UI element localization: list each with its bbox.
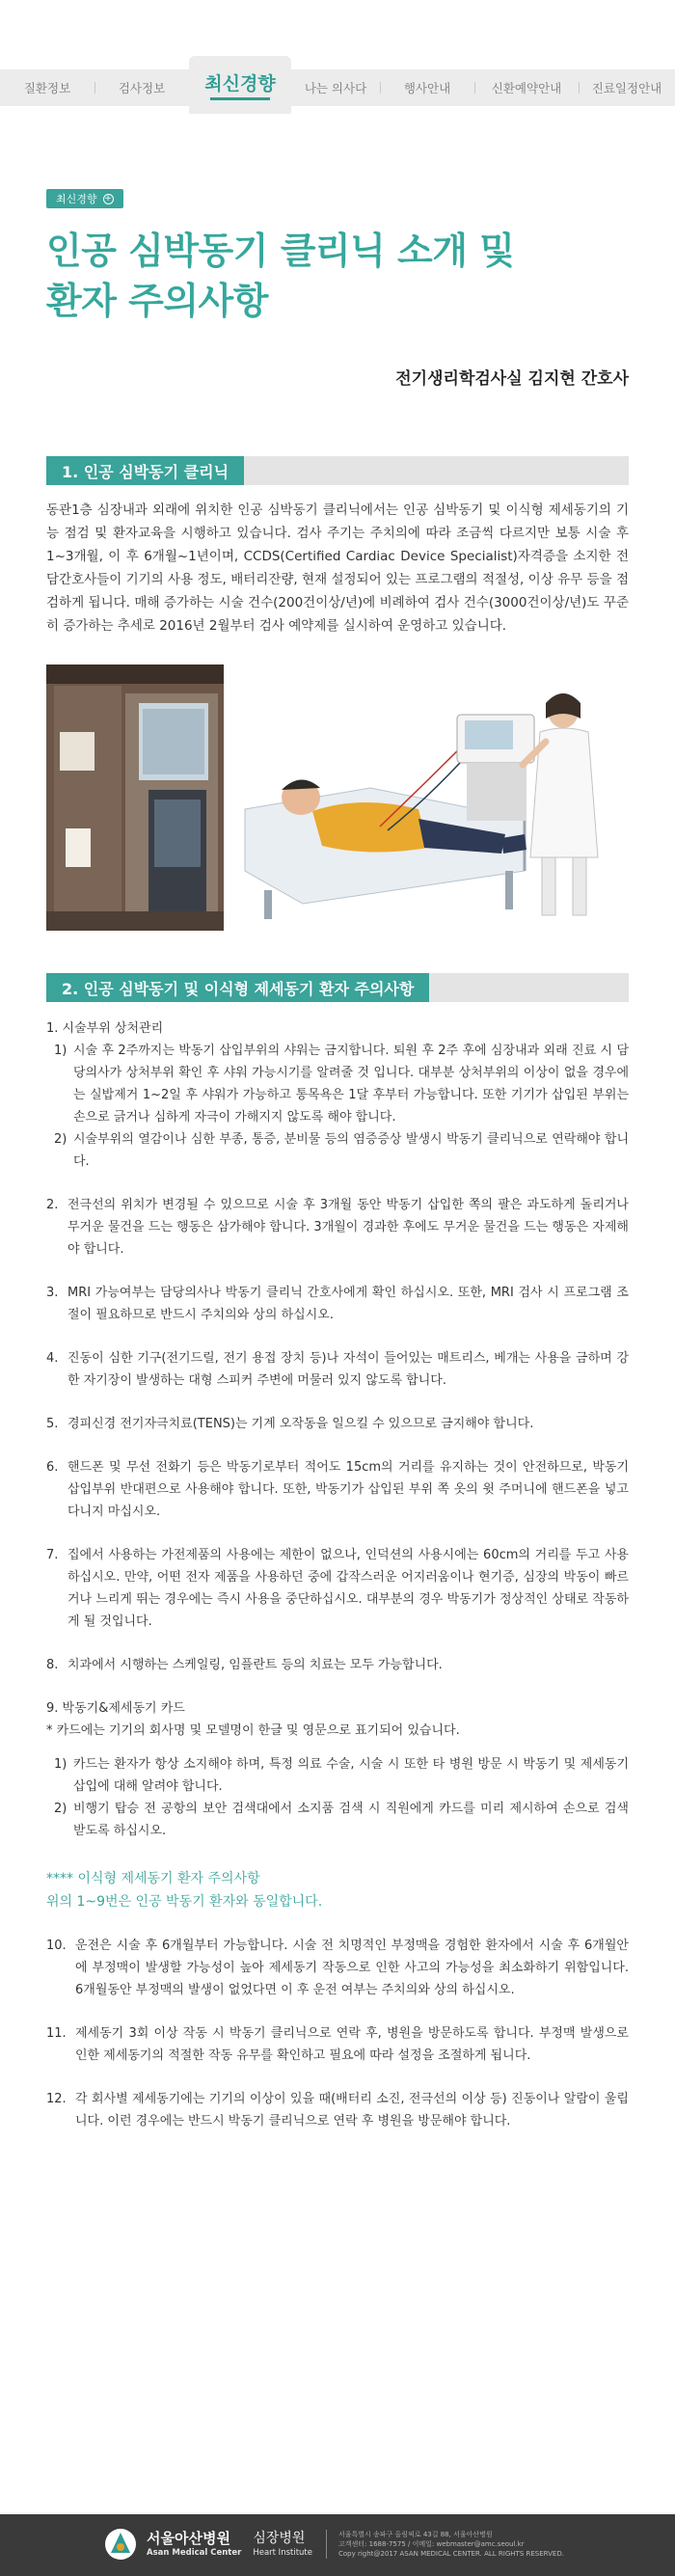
nav-bar — [0, 69, 675, 106]
section-1-title: 1. 인공 심박동기 클리닉 — [46, 456, 244, 485]
item-2 — [46, 1194, 629, 1261]
hospital-name — [147, 2530, 241, 2559]
item-text: 각 회사별 제세동기에는 기기의 이상이 있을 때(배터리 소진, 전극선의 이상 등) 진동이나 알람이 울립니다. 이런 경우에는 반드시 박동기 클리닉으로 연락 후 병원을 방문해야 합니다. — [75, 2092, 629, 2129]
hospital-name-en: Asan Medical Center — [147, 2548, 242, 2558]
nav-item-latest-trend-active[interactable] — [189, 56, 291, 114]
item-3 — [46, 1282, 629, 1326]
nurse-patient-illustration — [235, 664, 629, 931]
item-number: 11. — [46, 2026, 67, 2041]
section-2-title: 2. 인공 심박동기 및 이식형 제세동기 환자 주의사항 — [46, 973, 429, 1002]
item-number: 10. — [46, 1939, 67, 1953]
nav-item-events[interactable] — [380, 69, 474, 106]
item-text: 집에서 사용하는 가전제품의 사용에는 제한이 없으나, 인덕션의 사용시에는 60cm의 거리를 두고 사용 하십시오. 만약, 어떤 전자 제품을 사용하던 중에 갑작스러운 어지러움이나 현기증, 심장의 박동이 빠르거나 느리게 뛰는 경우에는 즉시 사용을 중단하십시오. 대부분의 경우 박동기가 정상적인 상태로 작동하게 될 것입니다. — [68, 1548, 629, 1629]
icd-caution-heading — [46, 1867, 629, 1913]
nav-label: 진료일정안내 — [591, 81, 662, 95]
nav-item-test-info[interactable] — [94, 69, 189, 106]
item-number: 1) — [54, 1757, 68, 1772]
nav-label: 질환정보 — [23, 81, 71, 95]
author: 전기생리학검사실 김지현 간호사 — [395, 369, 629, 389]
item-number: 2) — [54, 1132, 68, 1147]
item-text: 시술 후 2주까지는 박동기 삽입부위의 샤워는 금지합니다. 퇴원 후 2주 후에 심장내과 외래 진료 시 담당의사가 상처부위 확인 후 샤워 가능시기를 알려줄 것 입니다. 대부분 상처부위의 이상이 없을 경우에는 실밥제거 1~2일 후 샤워가 가능하고 통목욕은 1달 후부터 가능합니다. 또한 기기가 삽입된 부위는 손으로 긁거나 심하게 자극이 가해지지 않도록 해야 합니다. — [73, 1044, 629, 1125]
clinic-entrance-photo — [46, 664, 224, 931]
footer-address-block — [338, 2530, 564, 2559]
hospital-name-kr: 서울아산병원 — [147, 2530, 230, 2547]
institute-name-kr: 심장병원 — [253, 2531, 306, 2546]
item-9-sub-1 — [46, 1753, 629, 1798]
item-text: MRI 가능여부는 담당의사나 박동기 클리닉 간호사에게 확인 하십시오. 또한, MRI 검사 시 프로그램 조절이 필요하므로 반드시 주치의와 상의 하십시오. — [68, 1286, 629, 1322]
category-tag[interactable] — [46, 189, 123, 208]
photo-row — [46, 664, 629, 931]
article — [0, 114, 675, 2132]
nav-item-i-am-doctor[interactable] — [291, 69, 380, 106]
section-1-header — [46, 456, 629, 485]
section-1-text: 동관1층 심장내과 외래에 위치한 인공 심박동기 클리닉에서는 인공 심박동기 및 이식형 제세동기의 기능 점검 및 환자교육을 시행하고 있습니다. 검사 주기는 주치의에 따라 조금씩 다르지만 보통 시술 후 1~3개월, 이 후 6개월~1년이며, CCDS(Certified Cardiac Device Specialist)자격증을 소지한 전담간호사들이 기기의 사용 정도, 배터리잔량, 현재 설정되어 있는 프로그램의 적절성, 이상 유무 등을 점검하게 됩니다. 매해 증가하는 시술 건수(200건이상/년)에 비례하여 검사 건수(3000건이상/년)도 꾸준히 증가하는 추세로 2016년 2월부터 검사 예약제를 실시하여 운영하고 있습니다. — [46, 502, 629, 634]
institute-name — [253, 2530, 312, 2559]
item-text: 카드는 환자가 항상 소지해야 하며, 특정 의료 수술, 시술 시 또한 타 병원 방문 시 박동기 및 제세동기 삽입에 대해 알려야 합니다. — [73, 1757, 629, 1794]
footer-contact[interactable]: 고객센터: 1688-7575 / 이메일: webmaster@amc.seoul.kr — [338, 2540, 525, 2548]
item-number: 2) — [54, 1802, 68, 1816]
item-1-sub-1 — [46, 1040, 629, 1128]
nav-label: 나는 의사다 — [304, 81, 367, 95]
item-5 — [46, 1413, 629, 1435]
asan-logo-icon — [104, 2528, 137, 2561]
item-6 — [46, 1456, 629, 1523]
item-text: 운전은 시술 후 6개월부터 가능합니다. 시술 전 치명적인 부정맥을 경험한 환자에서 시술 후 6개월안에 부정맥이 발생할 가능성이 높아 제세동기 작동으로 인한 사고의 가능성을 최소화하기 위함입니다. 6개월동안 부정맥의 발생이 없었다면 이 후 운전 여부는 주치의와 상의 하십시오. — [75, 1939, 629, 1997]
icd-heading-line-1: **** 이식형 제세동기 환자 주의사항 — [46, 1871, 260, 1886]
section-2-header — [46, 973, 629, 1002]
footer-content — [104, 2528, 564, 2561]
item-11 — [46, 2022, 629, 2067]
item-text: 핸드폰 및 무선 전화기 등은 박동기로부터 적어도 15cm의 거리를 유지하는 것이 안전하므로, 박동기 삽입부위 반대편으로 사용해야 합니다. 또한, 박동기가 삽입된 부위 쪽 옷의 윗 주머니에 핸드폰을 넣고 다니지 마십시오. — [68, 1460, 629, 1519]
footer-address: 서울특별시 송파구 올림픽로 43길 88, 서울아산병원 — [338, 2531, 493, 2538]
item-text: 전극선의 위치가 변경될 수 있으므로 시술 후 3개월 동안 박동기 삽입한 쪽의 팔은 과도하게 돌리거나 무거운 물건을 드는 행동은 삼가해야 합니다. 3개월이 경과한 후에도 무거운 물건을 드는 행동은 자제해야 합니다. — [68, 1198, 629, 1257]
page-title — [46, 226, 629, 326]
item-4 — [46, 1347, 629, 1392]
item-number: 12. — [46, 2092, 67, 2106]
nav-item-disease-info[interactable] — [0, 69, 94, 106]
item-number: 7. — [46, 1548, 59, 1562]
item-text: 진동이 심한 기구(전기드릴, 전기 용접 장치 등)나 자석이 들어있는 매트리스, 베개는 사용을 금하며 강한 자기장이 발생하는 대형 스피커 주변에 머물러 있지 않도록 합니다. — [68, 1351, 629, 1388]
nav-active-label: 최신경향 — [204, 73, 276, 95]
item-1-sub-2 — [46, 1128, 629, 1173]
icd-heading-line-2: 위의 1~9번은 인공 박동기 환자와 동일합니다. — [46, 1894, 323, 1910]
item-number: 1) — [54, 1044, 68, 1058]
item-12 — [46, 2088, 629, 2132]
title-line-2: 환자 주의사항 — [46, 280, 268, 322]
item-number: 5. — [46, 1417, 59, 1431]
footer-copyright: Copy right@2017 ASAN MEDICAL CENTER. ALL RIGHTS RESERVED. — [338, 2550, 564, 2558]
footer — [0, 2514, 675, 2576]
item-number: 8. — [46, 1658, 59, 1672]
item-9-heading: 9. 박동기&제세동기 카드 — [46, 1701, 185, 1716]
institute-name-en: Heart Institute — [253, 2548, 312, 2558]
title-line-1: 인공 심박동기 클리닉 소개 및 — [46, 230, 515, 272]
item-9-sub-2 — [46, 1798, 629, 1842]
clinic-entrance-illustration — [46, 664, 224, 931]
caution-list — [46, 1017, 629, 2132]
item-10 — [46, 1935, 629, 2001]
footer-divider — [326, 2530, 327, 2559]
item-text: 제세동기 3회 이상 작동 시 박동기 클리닉으로 연락 후, 병원을 방문하도록 합니다. 부정맥 발생으로 인한 제세동기의 적절한 작동 유무를 확인하고 필요에 따라 설정을 조절하게 됩니다. — [75, 2026, 629, 2063]
item-number: 6. — [46, 1460, 59, 1475]
item-9-note: * 카드에는 기기의 회사명 및 모델명이 한글 및 영문으로 표기되어 있습니다. — [46, 1723, 460, 1738]
item-text: 치과에서 시행하는 스케일링, 임플란트 등의 치료는 모두 가능합니다. — [68, 1658, 443, 1672]
item-8 — [46, 1654, 629, 1676]
plus-icon: + — [104, 193, 112, 203]
item-text: 비행기 탑승 전 공항의 보안 검색대에서 소지품 검색 시 직원에게 카드를 미리 제시하여 손으로 검색 받도록 하십시오. — [73, 1802, 629, 1838]
item-number: 4. — [46, 1351, 59, 1366]
nav-label: 행사안내 — [403, 81, 451, 95]
top-navigation — [0, 0, 675, 114]
nav-label: 신환예약안내 — [491, 81, 562, 95]
item-1-heading: 1. 시술부위 상처관리 — [46, 1021, 164, 1036]
item-number: 3. — [46, 1286, 59, 1300]
nav-label: 검사정보 — [118, 81, 166, 95]
nav-item-new-patient-reservation[interactable] — [474, 69, 579, 106]
item-number: 2. — [46, 1198, 59, 1212]
item-7 — [46, 1544, 629, 1633]
device-check-illustration — [235, 664, 629, 931]
item-text: 경피신경 전기자극치료(TENS)는 기계 오작동을 일으킬 수 있으므로 금지해야 합니다. — [68, 1417, 534, 1431]
nav-item-schedule[interactable] — [579, 69, 675, 106]
category-tag-label: 최신경향 — [56, 193, 97, 205]
item-text: 시술부위의 열감이나 심한 부종, 통증, 분비물 등의 염증증상 발생시 박동기 클리닉으로 연락해야 합니다. — [73, 1132, 629, 1169]
